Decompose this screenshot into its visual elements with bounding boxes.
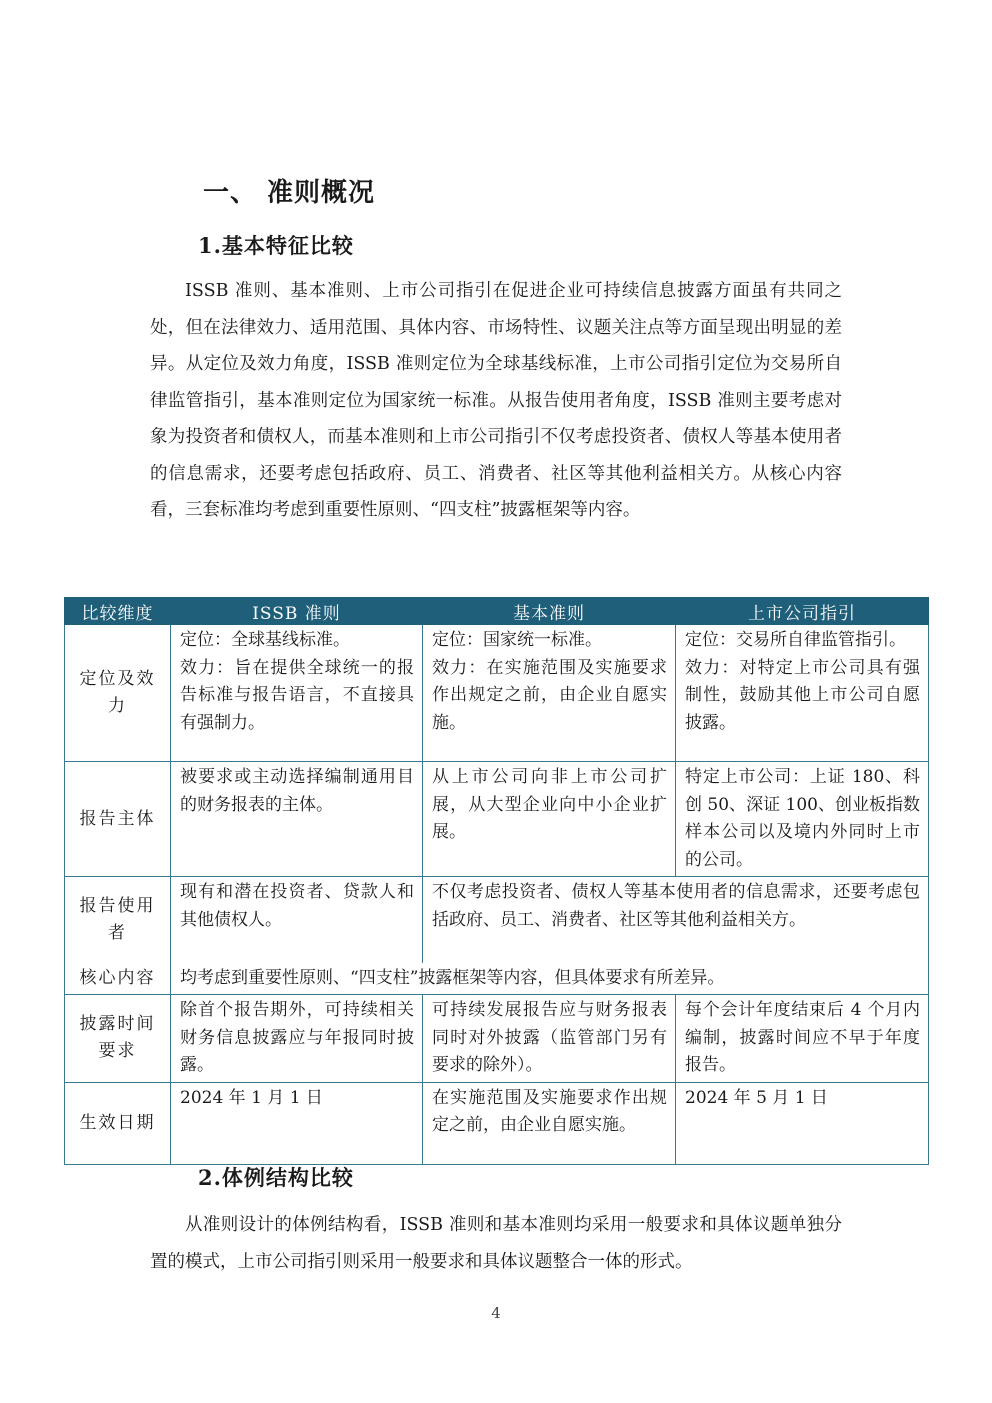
cell-listed: 每个会计年度结束后 4 个月内编制，披露时间应不早于年度报告。 <box>676 995 929 1083</box>
row-dimension: 定位及效力 <box>65 625 171 762</box>
header-listed: 上市公司指引 <box>676 598 929 625</box>
subsection-title-2: 2.体例结构比较 <box>198 1165 354 1190</box>
cell-issb: 现有和潜在投资者、贷款人和其他债权人。 <box>171 877 423 963</box>
cell-all: 均考虑到重要性原则、“四支柱”披露框架等内容，但具体要求有所差异。 <box>171 963 929 995</box>
cell-line: 定位：国家统一标准。 <box>432 630 602 650</box>
subsection-title-1: 1.基本特征比较 <box>198 233 354 258</box>
row-dimension: 报告使用者 <box>65 877 171 963</box>
table-row <box>65 963 929 995</box>
cell-basic <box>423 625 676 762</box>
table-row <box>65 1082 929 1164</box>
header-issb: ISSB 准则 <box>171 598 423 625</box>
table-header-row <box>65 598 929 625</box>
row-dimension: 披露时间要求 <box>65 995 171 1083</box>
cell-line: 效力：旨在提供全球统一的报告标准与报告语言，不直接具有强制力。 <box>180 657 414 733</box>
header-dimension: 比较维度 <box>65 598 171 625</box>
row-dimension: 报告主体 <box>65 762 171 877</box>
comparison-table <box>64 597 929 1165</box>
cell-line: 定位：全球基线标准。 <box>180 630 350 650</box>
cell-basic-listed: 不仅考虑投资者、债权人等基本使用者的信息需求，还要考虑包括政府、员工、消费者、社区等其他利益相关方。 <box>423 877 929 963</box>
table-row <box>65 995 929 1083</box>
paragraph-1: ISSB 准则、基本准则、上市公司指引在促进企业可持续信息披露方面虽有共同之处，但在法律效力、适用范围、具体内容、市场特性、议题关注点等方面呈现出明显的差异。从定位及效力角度，ISSB 准则定位为全球基线标准，上市公司指引定位为交易所自律监管指引，基本准则定位为国家统一标准。从报告使用者角度，ISSB 准则主要考虑对象为投资者和债权人，而基本准则和上市公司指引不仅考虑投资者、债权人等基本使用者的信息需求，还要考虑包括政府、员工、消费者、社区等其他利益相关方。从核心内容看，三套标准均考虑到重要性原则、“四支柱”披露框架等内容。 <box>150 281 842 520</box>
cell-listed <box>676 625 929 762</box>
header-basic: 基本准则 <box>423 598 676 625</box>
cell-issb: 被要求或主动选择编制通用目的财务报表的主体。 <box>171 762 423 877</box>
table-row <box>65 625 929 762</box>
cell-listed: 特定上市公司：上证 180、科创 50、深证 100、创业板指数样本公司以及境内外同时上市的公司。 <box>676 762 929 877</box>
cell-basic: 可持续发展报告应与财务报表同时对外披露（监管部门另有要求的除外）。 <box>423 995 676 1083</box>
table-row <box>65 762 929 877</box>
page-number: 4 <box>491 1304 501 1322</box>
section-title: 一、 准则概况 <box>203 178 376 208</box>
cell-issb <box>171 625 423 762</box>
paragraph-2: 从准则设计的体例结构看，ISSB 准则和基本准则均采用一般要求和具体议题单独分置的模式，上市公司指引则采用一般要求和具体议题整合一体的形式。 <box>150 1215 842 1272</box>
cell-issb: 2024 年 1 月 1 日 <box>171 1082 423 1164</box>
cell-basic: 从上市公司向非上市公司扩展，从大型企业向中小企业扩展。 <box>423 762 676 877</box>
cell-line: 效力：对特定上市公司具有强制性，鼓励其他上市公司自愿披露。 <box>685 657 920 733</box>
cell-issb: 除首个报告期外，可持续相关财务信息披露应与年报同时披露。 <box>171 995 423 1083</box>
cell-line: 效力：在实施范围及实施要求作出规定之前，由企业自愿实施。 <box>432 657 667 733</box>
cell-listed: 2024 年 5 月 1 日 <box>676 1082 929 1164</box>
row-dimension: 核心内容 <box>65 963 171 995</box>
cell-basic: 在实施范围及实施要求作出规定之前，由企业自愿实施。 <box>423 1082 676 1164</box>
row-dimension: 生效日期 <box>65 1082 171 1164</box>
table-row <box>65 877 929 963</box>
cell-line: 定位：交易所自律监管指引。 <box>685 630 906 650</box>
